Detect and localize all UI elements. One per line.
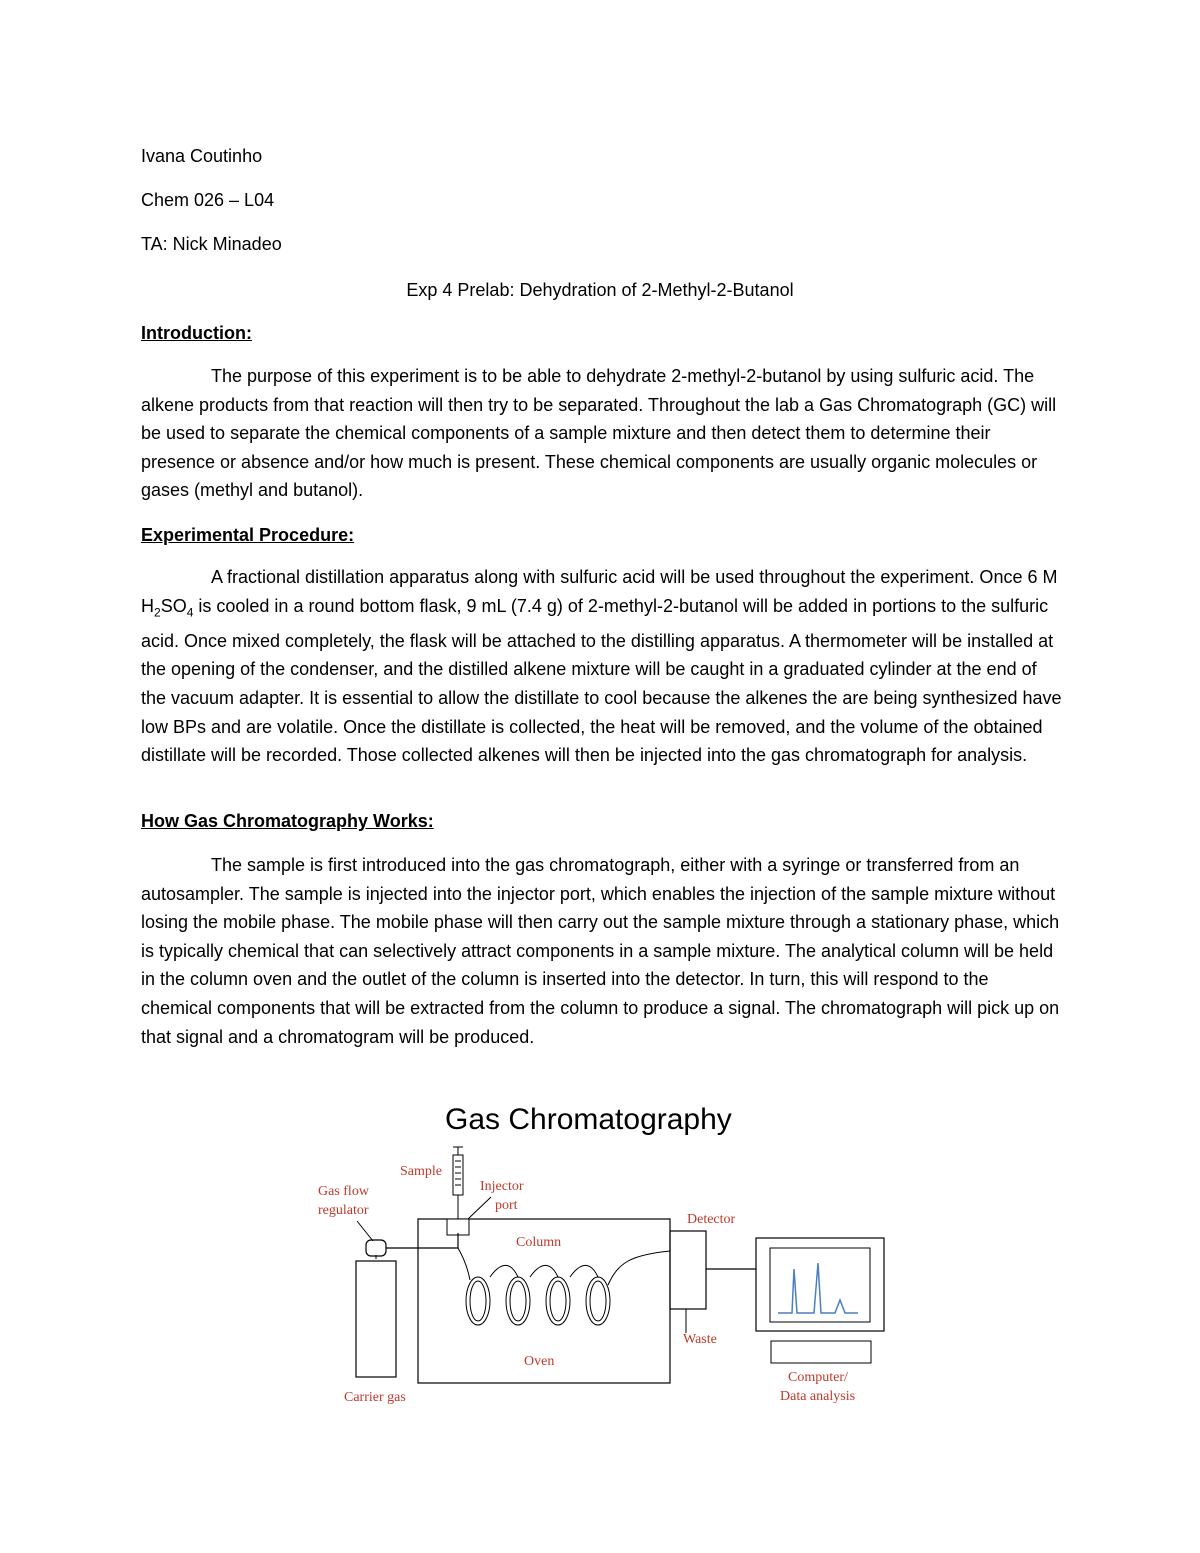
- formula-so-subscript: 4: [186, 605, 194, 620]
- figure-title: Gas Chromatography: [445, 1103, 732, 1136]
- introduction-heading: Introduction:: [141, 323, 252, 343]
- gas-flow-regulator: [366, 1240, 386, 1256]
- gc-works-paragraph: The sample is first introduced into the gas chromatograph, either with a syringe or transferred from an autosampler. The sample is injected into the injector port, which enables the injection of the sample mixture without losing the mobile phase. The mobile phase will then carry out the sample mixture through a stationary phase, which is typically chemical that can selectively attract components in a sample mixture. The analytical column will be held in the column oven and the outlet of the column is inserted into the detector. In turn, this will respond to the chemical components that will be extracted from the column to produce a signal. The chromatograph will pick up on that signal and a chromatogram will be produced.: [141, 855, 1060, 1047]
- course-code: Chem 026 – L04: [141, 190, 275, 210]
- carrier-gas-label: Carrier gas: [344, 1390, 406, 1405]
- document-title: Exp 4 Prelab: Dehydration of 2-Methyl-2-Butanol: [406, 280, 794, 300]
- formula-h: H: [141, 595, 154, 616]
- procedure-heading: Experimental Procedure:: [141, 525, 355, 545]
- procedure-paragraph: [141, 563, 1063, 770]
- regulator-pointer: [357, 1221, 373, 1241]
- procedure-text-start: A fractional distillation apparatus along with sulfuric acid will be used throughout the experiment. Once 6 M: [211, 567, 1058, 587]
- carrier-gas-cylinder: [356, 1261, 396, 1377]
- column-coil: [458, 1248, 670, 1325]
- column-label: Column: [516, 1235, 562, 1250]
- gas-flow-label-line2: regulator: [318, 1203, 369, 1218]
- injector-label-line2: port: [495, 1198, 518, 1213]
- procedure-text-end: is cooled in a round bottom flask, 9 mL (7.4 g) of 2-methyl-2-butanol will be added in portions to the sulfuric acid. Once mixed completely, the flask will be attached to the distilling apparatus. A thermometer will be installed at the opening of the condenser, and the distilled alkene mixture will be caught in a graduated cylinder at the end of the vacuum adapter. It is essential to allow the distillate to cool because the alkenes the are being synthesized have low BPs and are volatile. Once the distillate is collected, the heat will be removed, and the volume of the obtained distillate will be recorded. Those collected alkenes will then be injected into the gas chromatograph for analysis.: [141, 595, 1062, 766]
- computer-keyboard: [771, 1341, 871, 1363]
- injector-pointer: [468, 1197, 491, 1219]
- detector-box: [670, 1231, 706, 1309]
- gas-chromatography-diagram: [290, 1095, 910, 1415]
- injector-label-line1: Injector: [480, 1179, 524, 1194]
- gc-works-heading: How Gas Chromatography Works:: [141, 811, 434, 831]
- injector-port-block: [447, 1219, 469, 1235]
- chromatogram-trace: [778, 1263, 858, 1313]
- detector-label: Detector: [687, 1212, 736, 1227]
- computer-label-line2: Data analysis: [780, 1389, 856, 1404]
- ta-name: TA: Nick Minadeo: [141, 234, 282, 254]
- author-name: Ivana Coutinho: [141, 146, 263, 166]
- sample-label: Sample: [400, 1164, 442, 1179]
- waste-label: Waste: [683, 1332, 717, 1347]
- computer-label-line1: Computer/: [788, 1370, 848, 1385]
- sulfuric-acid-formula: [141, 595, 194, 620]
- gas-flow-label-line1: Gas flow: [318, 1184, 369, 1199]
- introduction-paragraph: The purpose of this experiment is to be able to dehydrate 2-methyl-2-butanol by using sulfuric acid. The alkene products from that reaction will then try to be separated. Throughout the lab a Gas Chromatograph (GC) will be used to separate the chemical components of a sample mixture and then detect them to determine their presence or absence and/or how much is present. These chemical components are usually organic molecules or gases (methyl and butanol).: [141, 366, 1057, 501]
- formula-so: SO: [160, 595, 187, 616]
- formula-h-subscript: 2: [154, 605, 161, 620]
- oven-label: Oven: [524, 1354, 555, 1369]
